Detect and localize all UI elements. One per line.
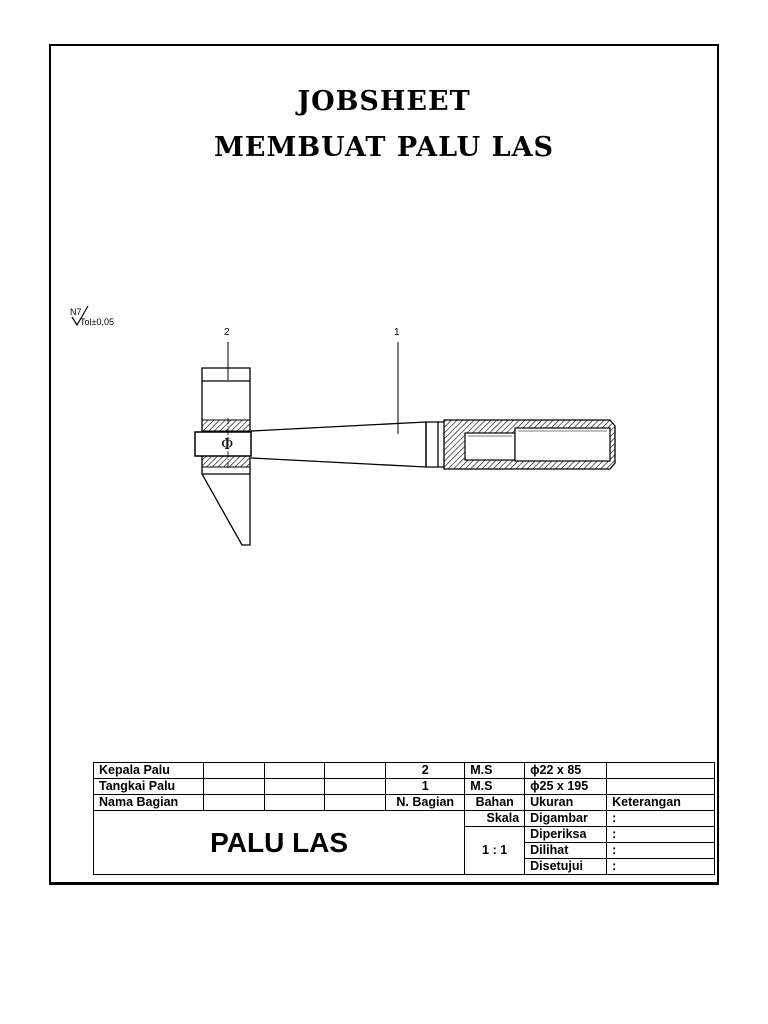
surface-finish-symbol — [70, 306, 114, 327]
handle-grip — [444, 420, 615, 469]
scale-value: 1 : 1 — [465, 827, 525, 875]
diameter-symbol: Φ — [221, 435, 234, 453]
part-material: M.S — [465, 763, 525, 779]
signoff-label: Disetujui — [525, 859, 607, 875]
table-row — [94, 779, 715, 795]
header-size: Ukuran — [525, 795, 607, 811]
signoff-value: : — [607, 811, 715, 827]
hammer-handle — [251, 422, 444, 467]
header-name: Nama Bagian — [94, 795, 204, 811]
signoff-value: : — [607, 843, 715, 859]
part-number: 1 — [386, 779, 465, 795]
table-row — [94, 811, 715, 827]
part-note — [607, 763, 715, 779]
part-number: 2 — [386, 763, 465, 779]
callout-2: 2 — [224, 327, 230, 338]
document-title: JOBSHEET — [297, 86, 471, 117]
scale-label: Skala — [465, 811, 525, 827]
head-bushing — [195, 418, 251, 470]
title-block — [93, 762, 715, 875]
part-size: ϕ25 x 195 — [525, 779, 607, 795]
signoff-label: Diperiksa — [525, 827, 607, 843]
signoff-value: : — [607, 827, 715, 843]
document-subtitle: MEMBUAT PALU LAS — [213, 132, 555, 163]
signoff-value: : — [607, 859, 715, 875]
part-name: Tangkai Palu — [94, 779, 204, 795]
callout-1: 1 — [394, 327, 400, 338]
table-header-row — [94, 795, 715, 811]
header-number: N. Bagian — [386, 795, 465, 811]
surface-symbol-text: N7 — [70, 307, 82, 317]
header-note: Keterangan — [607, 795, 715, 811]
part-note — [607, 779, 715, 795]
part-name: Kepala Palu — [94, 763, 204, 779]
header-material: Bahan — [465, 795, 525, 811]
part-size: ϕ22 x 85 — [525, 763, 607, 779]
part-material: M.S — [465, 779, 525, 795]
signoff-label: Digambar — [525, 811, 607, 827]
drawing-name: PALU LAS — [94, 811, 465, 875]
tolerance-text: Tol±0,05 — [80, 317, 114, 327]
signoff-label: Dilihat — [525, 843, 607, 859]
table-row — [94, 763, 715, 779]
